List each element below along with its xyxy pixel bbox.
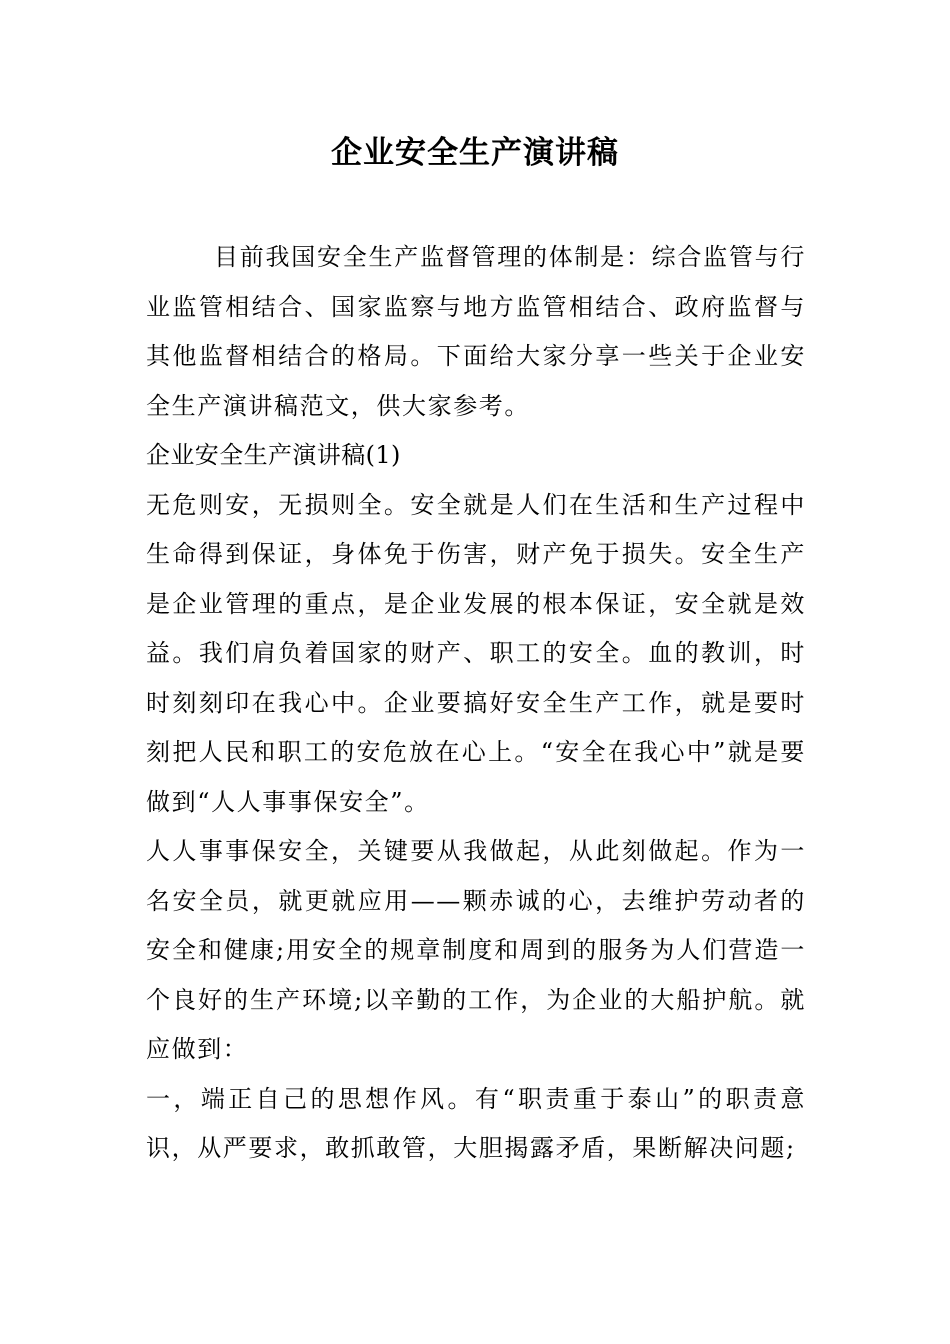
document-title: 企业安全生产演讲稿: [331, 135, 619, 171]
body-paragraph: 无危则安，无损则全。安全就是人们在生活和生产过程中生命得到保证，身体免于伤害，财产免于损失。安全生产是企业管理的重点，是企业发展的根本保证，安全就是效益。我们肩负着国家的财产、职工的安全。血的教训，时时刻刻印在我心中。企业要搞好安全生产工作，就是要时刻把人民和职工的安危放在心上。“安全在我心中”就是要做到“人人事事保安全”。: [146, 490, 806, 816]
document-body: [146, 233, 806, 1174]
intro-paragraph: 目前我国安全生产监督管理的体制是：综合监管与行业监管相结合、国家监察与地方监管相结合、政府监督与其他监督相结合的格局。下面给大家分享一些关于企业安全生产演讲稿范文，供大家参考。: [146, 243, 806, 420]
section-heading: 企业安全生产演讲稿(1): [146, 441, 401, 469]
body-paragraph: 人人事事保安全，关键要从我做起，从此刻做起。作为一名安全员，就更就应用——颗赤诚的心，去维护劳动者的安全和健康;用安全的规章制度和周到的服务为人们营造一个良好的生产环境;以辛勤的工作，为企业的大船护航。就应做到：: [146, 837, 806, 1063]
body-paragraph: 一，端正自己的思想作风。有“职责重于泰山”的职责意识，从严要求，敢抓敢管，大胆揭露矛盾，果断解决问题;: [146, 1084, 806, 1162]
